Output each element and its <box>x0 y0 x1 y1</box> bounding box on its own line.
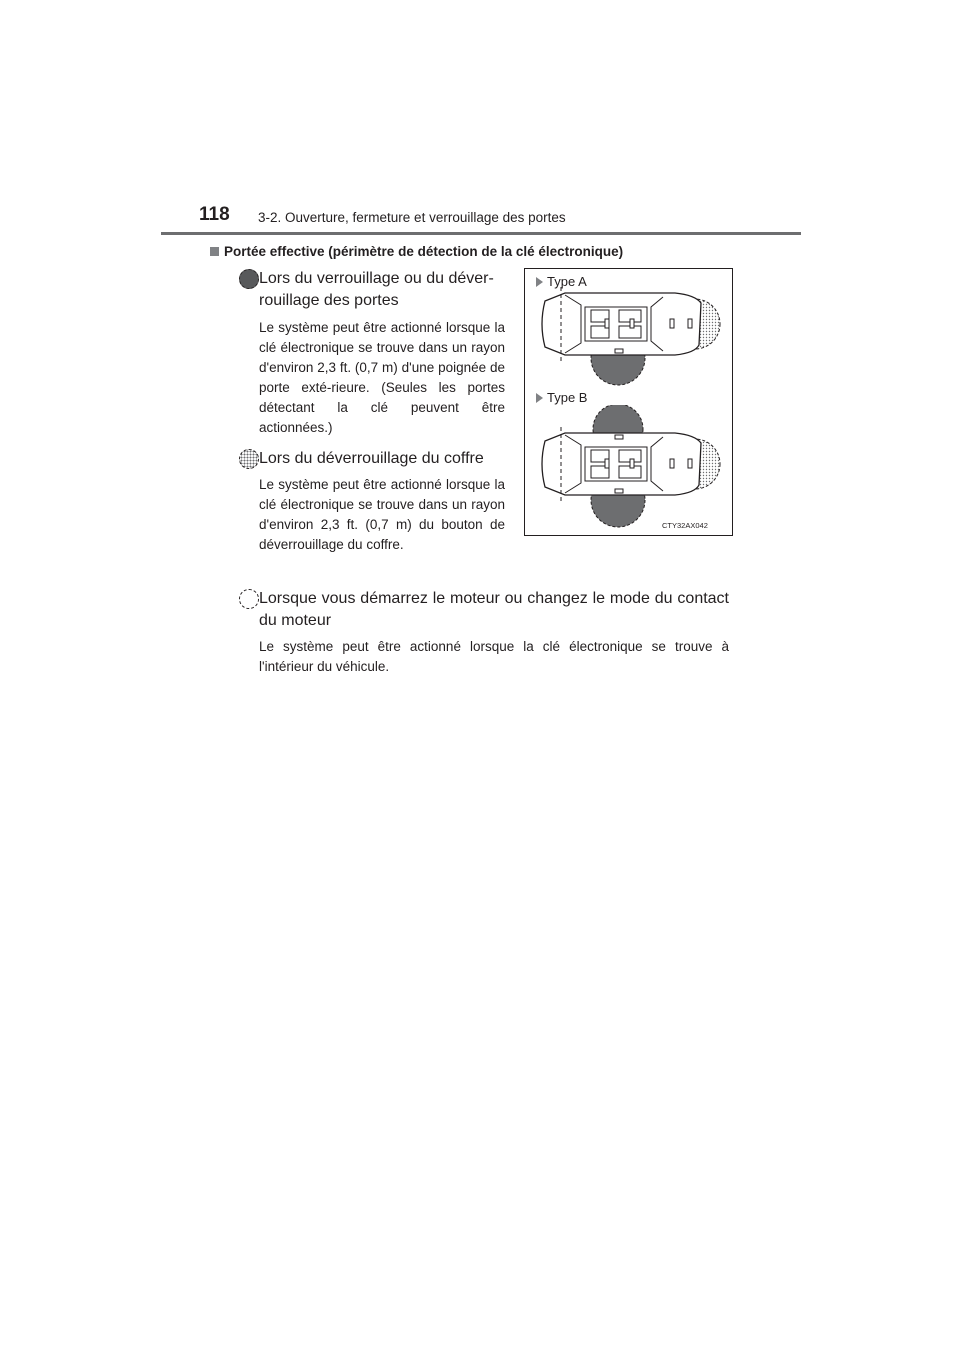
triangle-bullet-icon <box>536 393 543 403</box>
empty-dashed-circle-icon <box>239 589 259 609</box>
header-divider <box>161 232 801 235</box>
type-b-label: Type B <box>536 390 587 405</box>
item-title-engine: Lorsque vous démarrez le moteur ou changez le mode du contact du moteur <box>259 590 729 629</box>
car-type-b-icon <box>525 405 731 529</box>
car-type-a-icon <box>525 285 731 391</box>
dotted-dashed-circle-icon <box>239 449 259 469</box>
item-title-lock-unlock: Lors du verrouillage ou du déver-rouillage des portes <box>259 270 494 309</box>
section-heading-text: Portée effective (périmètre de détection de la clé électronique) <box>224 244 624 259</box>
page-number: 118 <box>199 204 230 225</box>
item-body-trunk: Le système peut être actionné lorsque la clé électronique se trouve dans un rayon d'environ 2,3 ft. (0,7 m) du bouton de déverrouillage du coffre. <box>259 477 505 552</box>
square-bullet-icon <box>210 247 219 256</box>
section-heading <box>210 244 623 259</box>
chapter-title: 3-2. Ouverture, fermeture et verrouillage des portes <box>258 210 566 225</box>
item-body-lock-unlock: Le système peut être actionné lorsque la clé électronique se trouve dans un rayon d'environ 2,3 ft. (0,7 m) d'une poignée de porte exté-rieure. (Seules les portes détectant la clé peuvent être actionnées.) <box>259 320 505 435</box>
item-title-trunk: Lors du déverrouillage du coffre <box>259 450 484 467</box>
type-a-label: Type A <box>536 274 587 289</box>
solid-dashed-circle-icon <box>239 269 259 289</box>
item-body-engine: Le système peut être actionné lorsque la clé électronique se trouve à l'intérieur du véhicule. <box>259 639 729 674</box>
figure-code: CTY32AX042 <box>662 521 708 530</box>
